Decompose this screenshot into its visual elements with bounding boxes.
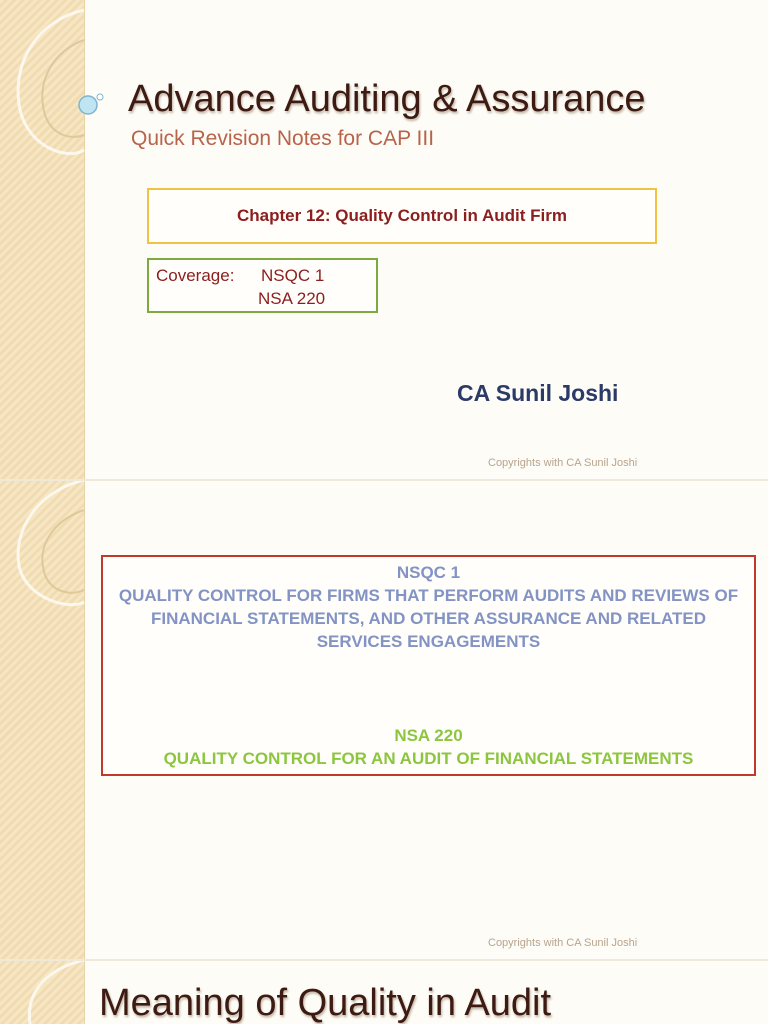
standards-box: [101, 555, 756, 776]
swirl-ornament-icon: [0, 0, 110, 480]
slide-heading: Meaning of Quality in Audit: [99, 982, 552, 1024]
coverage-box: [147, 258, 378, 313]
page-subtitle: Quick Revision Notes for CAP III: [131, 127, 435, 150]
slide-standards: [0, 480, 768, 960]
chapter-box: [147, 188, 657, 244]
decorative-strip: [0, 0, 85, 480]
copyright-notice: Copyrights with CA Sunil Joshi: [488, 457, 638, 469]
nsqc-description: QUALITY CONTROL FOR FIRMS THAT PERFORM AUDITS AND REVIEWS OF FINANCIAL STATEMENTS, AND OTHER ASSURANCE AND RELATED SERVICES ENGAGEMENTS: [118, 586, 739, 651]
slide-title: [0, 0, 768, 480]
coverage-item: NSA 220: [258, 289, 326, 308]
slide-divider: [0, 479, 768, 481]
coverage-label: Coverage:: [156, 266, 235, 285]
decorative-strip: [0, 480, 85, 960]
nsa-heading: NSA 220: [394, 726, 463, 745]
nsa-description: QUALITY CONTROL FOR AN AUDIT OF FINANCIAL STATEMENTS: [163, 749, 694, 768]
slide-divider: [0, 959, 768, 961]
swirl-ornament-icon: [0, 960, 110, 1024]
swirl-ornament-icon: [0, 480, 110, 960]
page-title: Advance Auditing & Assurance: [128, 78, 646, 120]
nsqc-heading: NSQC 1: [396, 563, 461, 582]
coverage-item: NSQC 1: [261, 266, 325, 285]
slide-meaning: [0, 960, 768, 1024]
author-name: CA Sunil Joshi: [457, 380, 619, 406]
decorative-strip: [0, 960, 85, 1024]
copyright-notice: Copyrights with CA Sunil Joshi: [488, 937, 638, 949]
chapter-title: Chapter 12: Quality Control in Audit Firm: [237, 206, 567, 225]
